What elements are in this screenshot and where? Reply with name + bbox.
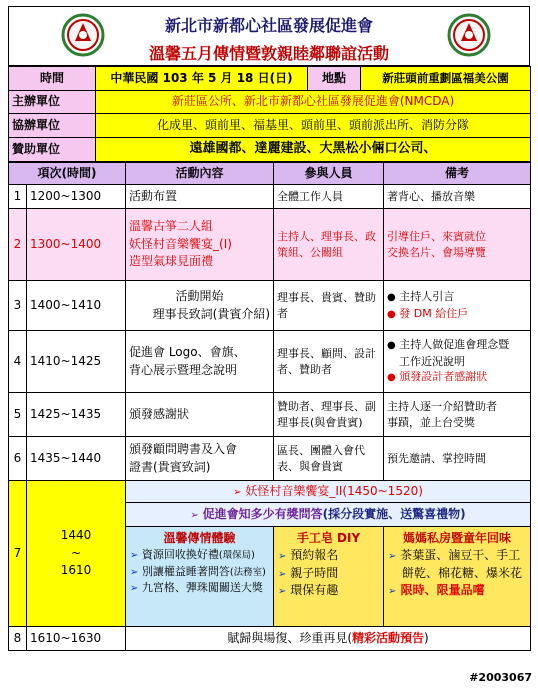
row-notes bbox=[384, 209, 531, 281]
booth-experience-item: ➢ 別讓權益睡著問答(法務室) bbox=[130, 564, 266, 578]
notes-line: 主持人逐一介紹贊助者 bbox=[387, 399, 498, 413]
time-line: 1440 bbox=[60, 528, 92, 543]
bullet-dot-icon: ● bbox=[387, 340, 396, 352]
arrow-right-icon: ➢ bbox=[130, 550, 139, 562]
booth-experience-title: 溫馨傳情體驗 bbox=[163, 531, 236, 545]
row-people bbox=[274, 331, 384, 393]
notes-line: 主持人做促進會理念暨 bbox=[399, 338, 510, 352]
time-line: 1610 bbox=[60, 563, 92, 578]
booth-soap-item: ➢ 預約報名 bbox=[278, 548, 339, 563]
table-row bbox=[9, 481, 531, 503]
sponsor-label: 贊助單位 bbox=[9, 138, 96, 162]
banner-quiz-text: 促進會知多少有獎問答 bbox=[202, 506, 323, 521]
booth-experience-item: ➢ 資源回收換好禮(環保局) bbox=[130, 548, 255, 562]
content-line: 促進會 Logo、會旗、 bbox=[129, 345, 246, 360]
time-label: 時間 bbox=[9, 67, 96, 91]
host-value: 新莊區公所、新北市新都心社區發展促進會(NMCDA) bbox=[96, 91, 531, 114]
row-number: 4 bbox=[9, 331, 27, 393]
header-subtitle: 溫馨五月傳情暨敦親睦鄰聯誼活動 bbox=[148, 44, 389, 63]
row-number: 1 bbox=[9, 185, 27, 209]
content-line: 背心展示暨理念說明 bbox=[129, 362, 238, 377]
row-number: 8 bbox=[9, 627, 27, 651]
people-line: 者 bbox=[277, 306, 289, 320]
row-number: 2 bbox=[9, 209, 27, 281]
row-time: 1610~1630 bbox=[27, 627, 126, 651]
col-header-content: 活動內容 bbox=[126, 163, 274, 185]
table-row bbox=[9, 437, 531, 481]
row-notes: 預先邀請、掌控時間 bbox=[384, 437, 531, 481]
row-notes bbox=[384, 331, 531, 393]
bullet-dot-icon: ● bbox=[387, 372, 396, 384]
col-header-people: 參與人員 bbox=[274, 163, 384, 185]
row-time: 1425~1435 bbox=[27, 393, 126, 437]
table-row bbox=[9, 281, 531, 331]
content-line: 活動開始 bbox=[175, 289, 224, 304]
info-table bbox=[8, 66, 531, 162]
arrow-right-icon: ➢ bbox=[388, 551, 397, 563]
booth-snacks-item: ➢ 茶葉蛋、滷豆干、手工 bbox=[388, 548, 521, 563]
notes-line: 主持人引言 bbox=[399, 290, 455, 303]
row-content bbox=[126, 437, 274, 481]
host-label: 主辦單位 bbox=[9, 91, 96, 114]
table-row bbox=[9, 209, 531, 281]
time-line: ~ bbox=[70, 545, 82, 560]
banner-music-text: 妖怪村音樂饗宴_II(1450~1520) bbox=[245, 483, 423, 498]
booth-snacks-item: ➢ 限時、限量品嚐 bbox=[388, 583, 485, 598]
row-people bbox=[274, 209, 384, 281]
arrow-right-icon: ➢ bbox=[278, 551, 287, 563]
row-time: 1200~1300 bbox=[27, 185, 126, 209]
row-content: 活動布置 bbox=[126, 185, 274, 209]
table-row bbox=[9, 393, 531, 437]
bullet-dot-icon: ● bbox=[387, 292, 396, 303]
notes-bullet bbox=[387, 369, 527, 386]
content-line: 理事長致詞(貴賓介紹) bbox=[152, 306, 271, 321]
notes-line: 頒發設計者感謝狀 bbox=[399, 370, 488, 384]
people-line: 主持人、理事長、政 bbox=[277, 229, 377, 243]
row-content bbox=[126, 331, 274, 393]
co-value: 化成里、頭前里、福基里、頭前里、頭前派出所、消防分隊 bbox=[96, 114, 531, 138]
row-people bbox=[274, 437, 384, 481]
row-notes bbox=[384, 393, 531, 437]
row-number: 6 bbox=[9, 437, 27, 481]
content-line: 溫馨古箏二人組 bbox=[129, 219, 214, 234]
people-line: 理事長、貴賓、贊助 bbox=[277, 290, 377, 304]
people-line: 贊助者、理事長、副 bbox=[277, 399, 377, 413]
arrow-right-icon: ➢ bbox=[130, 583, 139, 595]
bullet-dot-icon: ● bbox=[387, 308, 396, 320]
document-id: #2003067 bbox=[469, 671, 532, 684]
table-row bbox=[9, 331, 531, 393]
notes-line: 交換名片、會場導覽 bbox=[387, 245, 487, 259]
booth-soap-item: ➢ 親子時間 bbox=[278, 565, 339, 580]
row-people bbox=[274, 281, 384, 331]
booth-experience-item: ➢ 九宮格、彈珠闖關送大獎 bbox=[130, 581, 263, 595]
row-number: 3 bbox=[9, 281, 27, 331]
notes-line: 發 DM 給住戶 bbox=[399, 306, 469, 320]
row-time: 1400~1410 bbox=[27, 281, 126, 331]
content-line: 妖怪村音樂饗宴_(I) bbox=[129, 236, 232, 251]
row-closing: 賦歸與場復、珍重再見(精彩活動預告) bbox=[126, 627, 531, 651]
booth-experience bbox=[126, 527, 274, 627]
notes-line: 事蹟，並上台受獎 bbox=[387, 415, 476, 429]
header bbox=[8, 6, 530, 66]
booth-snacks bbox=[384, 527, 531, 627]
people-line: 理事長、顧問、設計 bbox=[277, 346, 377, 360]
notes-line: 工作近況說明 bbox=[399, 354, 466, 368]
flyer-sheet bbox=[8, 6, 530, 651]
row-notes: 著背心、播放音樂 bbox=[384, 185, 531, 209]
people-line: 理事長(與會貴賓) bbox=[277, 415, 363, 429]
people-line: 策組、公關組 bbox=[277, 245, 344, 259]
content-line: 造型氣球見面禮 bbox=[129, 254, 214, 269]
banner-quiz-note: (採分段實施、送驚喜禮物) bbox=[322, 506, 466, 521]
sponsor-value: 遠雄國都、達麗建設、大黑松小倆口公司、 bbox=[96, 138, 531, 162]
people-line: 表、與會貴賓 bbox=[277, 459, 344, 473]
arrow-right-icon: ➢ bbox=[233, 486, 242, 498]
arrow-right-icon: ➢ bbox=[130, 566, 139, 578]
col-header-time: 項次(時間) bbox=[9, 163, 126, 185]
arrow-right-icon: ➢ bbox=[278, 568, 287, 580]
banner-music bbox=[126, 481, 531, 503]
row-time: 1435~1440 bbox=[27, 437, 126, 481]
booth-snacks-item: 餅乾、棉花糖、爆米花 bbox=[402, 565, 523, 580]
notes-line: 引導住戶、來賓就位 bbox=[387, 229, 487, 243]
banner-quiz bbox=[126, 503, 531, 527]
row-people: 全體工作人員 bbox=[274, 185, 384, 209]
notes-bullet bbox=[387, 289, 527, 306]
arrow-right-icon: ➢ bbox=[190, 509, 199, 521]
notes-bullet bbox=[387, 306, 527, 323]
row-time: 1410~1425 bbox=[27, 331, 126, 393]
table-row bbox=[9, 185, 531, 209]
row-notes bbox=[384, 281, 531, 331]
booth-snacks-title: 媽媽私房暨童年回味 bbox=[403, 531, 512, 545]
table-row bbox=[9, 627, 531, 651]
col-header-notes: 備考 bbox=[384, 163, 531, 185]
content-line: 頒發顧問聘書及入會 bbox=[129, 442, 238, 457]
row-time: 1300~1400 bbox=[27, 209, 126, 281]
schedule-table bbox=[8, 162, 531, 651]
association-logo-icon bbox=[447, 13, 491, 57]
header-title: 新北市新都心社區發展促進會 bbox=[164, 16, 373, 35]
arrow-right-icon: ➢ bbox=[388, 586, 397, 598]
row-content bbox=[126, 209, 274, 281]
row-number: 7 bbox=[9, 481, 27, 627]
place-value: 新莊頭前重劃區福美公園 bbox=[361, 67, 531, 91]
co-label: 協辦單位 bbox=[9, 114, 96, 138]
notes-bullet bbox=[387, 337, 527, 354]
booth-soap-diy bbox=[274, 527, 384, 627]
people-line: 區長、團體入會代 bbox=[277, 443, 366, 457]
place-label: 地點 bbox=[308, 67, 361, 91]
booth-soap-title: 手工皂 DIY bbox=[296, 531, 361, 545]
row-people bbox=[274, 393, 384, 437]
people-line: 者、贊助者 bbox=[277, 362, 333, 376]
time-value: 中華民國 103 年 5 月 18 日(日) bbox=[96, 67, 308, 91]
booth-soap-item: ➢ 環保有趣 bbox=[278, 583, 339, 598]
arrow-right-icon: ➢ bbox=[278, 586, 287, 598]
row-content: 頒發感謝狀 bbox=[126, 393, 274, 437]
row-time bbox=[27, 481, 126, 627]
row-number: 5 bbox=[9, 393, 27, 437]
row-content bbox=[126, 281, 274, 331]
content-line: 證書(貴賓致詞) bbox=[129, 459, 211, 474]
